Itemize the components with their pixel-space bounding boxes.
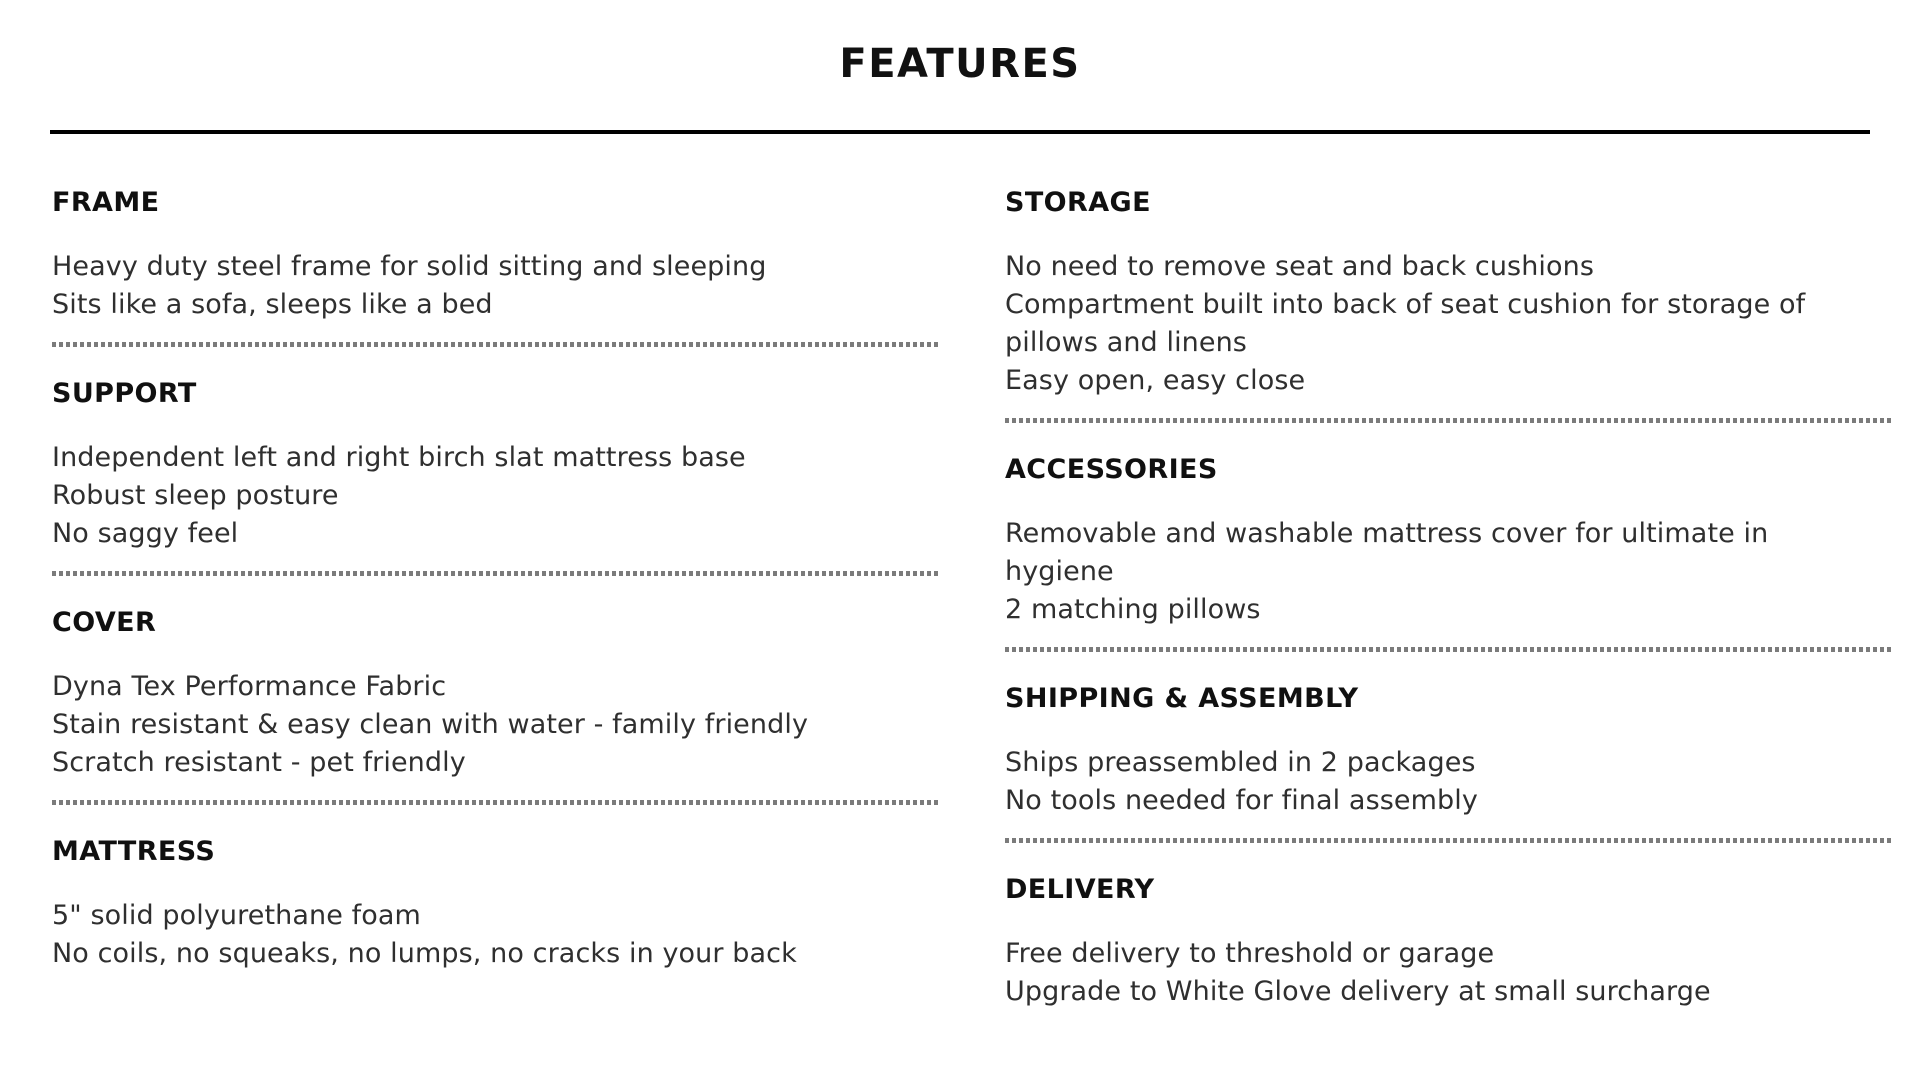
section-mattress (52, 835, 941, 973)
title-underline-rule (50, 130, 1870, 134)
dotted-divider (52, 342, 941, 347)
features-columns (0, 186, 1920, 1011)
dotted-divider (52, 571, 941, 576)
section-heading: MATTRESS (52, 836, 216, 867)
section-frame (52, 186, 941, 347)
feature-line: No saggy feel (52, 518, 239, 549)
feature-line: No tools needed for final assembly (1005, 785, 1478, 816)
section-cover (52, 606, 941, 805)
page-title: FEATURES (839, 41, 1081, 87)
section-heading: FRAME (52, 187, 160, 218)
feature-line: Easy open, easy close (1005, 365, 1306, 396)
section-heading: COVER (52, 607, 157, 638)
feature-line: Compartment built into back of seat cushion for storage of (1005, 289, 1806, 320)
feature-line: No need to remove seat and back cushions (1005, 251, 1595, 282)
dotted-divider (1005, 838, 1894, 843)
section-accessories (1005, 453, 1894, 652)
section-heading: SUPPORT (52, 378, 197, 409)
dotted-divider (52, 800, 941, 805)
section-heading: ACCESSORIES (1005, 454, 1218, 485)
feature-line: 5" solid polyurethane foam (52, 900, 421, 931)
section-heading: SHIPPING & ASSEMBLY (1005, 683, 1359, 714)
feature-line: 2 matching pillows (1005, 594, 1261, 625)
feature-line: Stain resistant & easy clean with water - family friendly (52, 709, 809, 740)
feature-line: No coils, no squeaks, no lumps, no cracks in your back (52, 938, 797, 969)
feature-line: Sits like a sofa, sleeps like a bed (52, 289, 493, 320)
left-column (52, 186, 941, 1011)
feature-line: Free delivery to threshold or garage (1005, 938, 1495, 969)
feature-line: Upgrade to White Glove delivery at small surcharge (1005, 976, 1711, 1007)
dotted-divider (1005, 418, 1894, 423)
feature-line: Robust sleep posture (52, 480, 339, 511)
section-heading: STORAGE (1005, 187, 1151, 218)
section-support (52, 377, 941, 576)
section-shipping-assembly (1005, 682, 1894, 843)
feature-line: Dyna Tex Performance Fabric (52, 671, 447, 702)
section-delivery (1005, 873, 1894, 1011)
feature-line: Scratch resistant - pet friendly (52, 747, 466, 778)
feature-line: Heavy duty steel frame for solid sitting and sleeping (52, 251, 767, 282)
dotted-divider (1005, 647, 1894, 652)
feature-line: hygiene (1005, 556, 1114, 587)
feature-line: Removable and washable mattress cover for ultimate in (1005, 518, 1769, 549)
feature-line: Independent left and right birch slat mattress base (52, 442, 746, 473)
right-column (1005, 186, 1894, 1011)
feature-line: pillows and linens (1005, 327, 1247, 358)
section-heading: DELIVERY (1005, 874, 1155, 905)
section-storage (1005, 186, 1894, 423)
feature-line: Ships preassembled in 2 packages (1005, 747, 1476, 778)
